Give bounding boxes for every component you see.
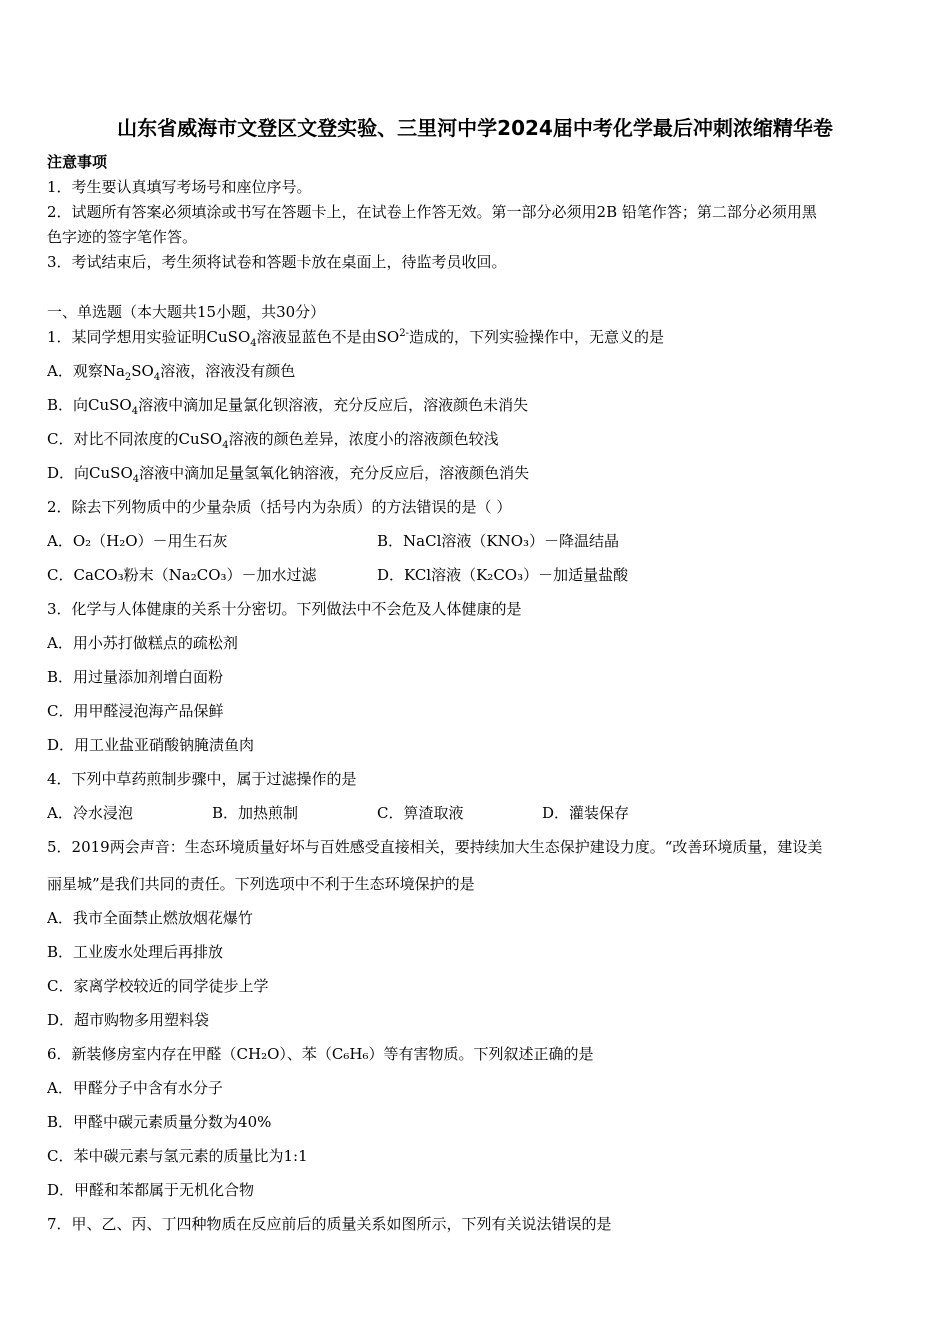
question-4-option-a: A．冷水浸泡 <box>47 804 133 822</box>
question-5-stem-line-2: 丽星城”是我们共同的责任。下列选项中不利于生态环境保护的是 <box>47 875 475 893</box>
question-5-stem-line-1: 5．2019两会声音：生态环境质量好坏与百姓感受直接相关，要持续加大生态保护建设力度。“改善环境质量，建设美 <box>47 838 823 856</box>
q1-a-part: SO <box>131 362 154 380</box>
question-2-stem: 2．除去下列物质中的少量杂质（括号内为杂质）的方法错误的是（ ） <box>47 498 512 516</box>
question-1-option-d <box>47 463 529 483</box>
question-3-option-a: A．用小苏打做糕点的疏松剂 <box>47 634 238 652</box>
question-3-option-b: B．用过量添加剂增白面粉 <box>47 668 224 686</box>
q1-stem-part-a: 1．某同学想用实验证明CuSO <box>47 328 251 346</box>
subscript: 4 <box>222 440 229 451</box>
question-2-option-c: C．CaCO₃粉末（Na₂CO₃）－加水过滤 <box>47 566 317 584</box>
question-3-stem: 3．化学与人体健康的关系十分密切。下列做法中不会危及人体健康的是 <box>47 600 522 618</box>
question-6-stem: 6．新装修房室内存在甲醛（CH₂O）、苯（C₆H₆）等有害物质。下列叙述正确的是 <box>47 1045 594 1063</box>
question-1-stem <box>47 327 664 347</box>
question-2-option-a: A．O₂（H₂O）－用生石灰 <box>47 532 228 550</box>
question-4-option-b: B．加热煎制 <box>212 804 299 822</box>
notice-item-3: 3．考试结束后，考生须将试卷和答题卡放在桌面上，待监考员收回。 <box>47 253 507 271</box>
question-6-option-c: C．苯中碳元素与氢元素的质量比为1:1 <box>47 1147 308 1165</box>
q1-d-part: 溶液中滴加足量氢氧化钠溶液，充分反应后，溶液颜色消失 <box>139 464 530 482</box>
q1-d-part: D．向CuSO <box>47 464 133 482</box>
question-3-option-d: D．用工业盐亚硝酸钠腌渍鱼肉 <box>47 736 255 754</box>
superscript: 2- <box>399 328 409 339</box>
question-2-option-b: B．NaCl溶液（KNO₃）－降温结晶 <box>377 532 620 550</box>
notice-item-2: 2．试题所有答案必须填涂或书写在答题卡上，在试卷上作答无效。第一部分必须用2B 铅笔作答；第二部分必须用黑 <box>47 203 817 221</box>
subscript: 4 <box>250 338 257 349</box>
question-2-option-d: D．KCl溶液（K₂CO₃）－加适量盐酸 <box>377 566 629 584</box>
subscript: 4 <box>131 406 139 417</box>
q1-b-part: 溶液中滴加足量氯化钡溶液，充分反应后，溶液颜色未消失 <box>138 396 529 414</box>
question-5-option-d: D．超市购物多用塑料袋 <box>47 1011 210 1029</box>
question-5-option-b: B．工业废水处理后再排放 <box>47 943 224 961</box>
subscript: 2 <box>124 372 132 383</box>
question-4-option-d: D．灌装保存 <box>542 804 630 822</box>
page-title: 山东省威海市文登区文登实验、三里河中学2024届中考化学最后冲刺浓缩精华卷 <box>117 116 833 140</box>
section-heading: 一、单选题（本大题共15小题，共30分） <box>47 303 326 321</box>
subscript: 4 <box>153 372 161 383</box>
notice-item-1: 1．考生要认真填写考场号和座位序号。 <box>47 178 312 196</box>
notice-item-2-cont: 色字迹的签字笔作答。 <box>47 228 198 246</box>
q1-stem-part-c: 造成的，下列实验操作中，无意义的是 <box>408 328 664 346</box>
question-6-option-b: B．甲醛中碳元素质量分数为40% <box>47 1113 272 1131</box>
q1-c-part: C．对比不同浓度的CuSO <box>47 430 223 448</box>
notice-heading: 注意事项 <box>47 153 108 171</box>
question-4-option-c: C．箅渣取液 <box>377 804 464 822</box>
question-7-stem: 7．甲、乙、丙、丁四种物质在反应前后的质量关系如图所示，下列有关说法错误的是 <box>47 1215 612 1233</box>
question-3-option-c: C．用甲醛浸泡海产品保鲜 <box>47 702 224 720</box>
question-5-option-c: C．家离学校较近的同学徒步上学 <box>47 977 269 995</box>
question-5-option-a: A．我市全面禁止燃放烟花爆竹 <box>47 909 253 927</box>
question-1-option-c <box>47 429 499 449</box>
question-1-option-b <box>47 395 528 415</box>
q1-b-part: B．向CuSO <box>47 396 132 414</box>
q1-a-part: 溶液，溶液没有颜色 <box>160 362 296 380</box>
question-6-option-a: A．甲醛分子中含有水分子 <box>47 1079 223 1097</box>
q1-c-part: 溶液的颜色差异，浓度小的溶液颜色较浅 <box>228 430 499 448</box>
question-4-stem: 4．下列中草药煎制步骤中，属于过滤操作的是 <box>47 770 357 788</box>
q1-stem-part-b: 溶液显蓝色不是由SO <box>256 328 400 346</box>
q1-a-part: A．观察Na <box>47 362 125 380</box>
question-1-option-a <box>47 361 295 381</box>
question-6-option-d: D．甲醛和苯都属于无机化合物 <box>47 1181 255 1199</box>
subscript: 4 <box>132 474 140 485</box>
